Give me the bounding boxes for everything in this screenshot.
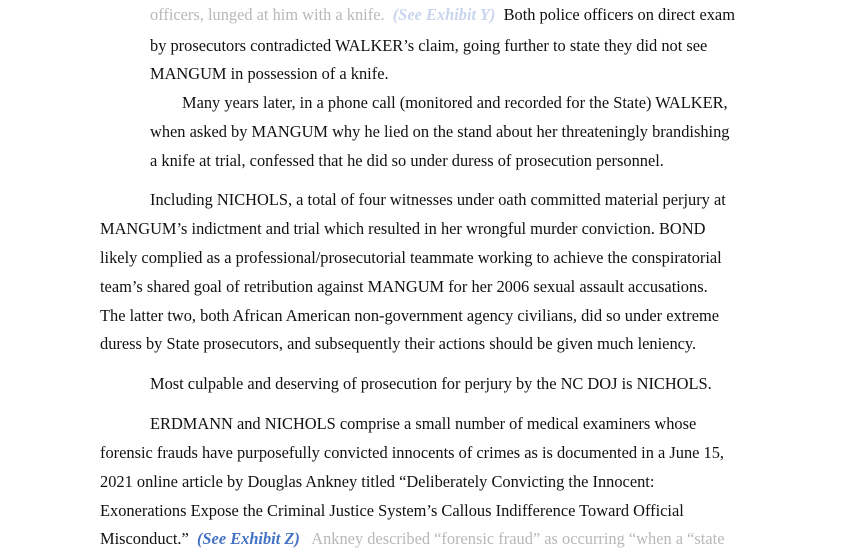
- para3-line3: likely complied as a professional/prosecutorial teammate working to achieve the conspiratorial: [100, 248, 722, 267]
- para4-line1: Most culpable and deserving of prosecution for perjury by the NC DOJ is NICHOLS.: [150, 374, 712, 393]
- para5-line3: 2021 online article by Douglas Ankney titled “Deliberately Convicting the Innocent:: [100, 472, 655, 491]
- quote-para1-line3: MANGUM in possession of a knife.: [150, 64, 389, 83]
- para3-line1: Including NICHOLS, a total of four witnesses under oath committed material perjury at: [150, 190, 726, 209]
- exhibit-y-link[interactable]: (See Exhibit Y): [392, 5, 496, 24]
- para5-line4: Exonerations Expose the Criminal Justice System’s Callous Indifference Toward Official: [100, 501, 684, 520]
- faded-text: Ankney described “forensic fraud” as occurring “when a “state: [311, 529, 725, 548]
- exhibit-z-link[interactable]: (See Exhibit Z): [196, 529, 300, 548]
- para3-line4: team’s shared goal of retribution against MANGUM for her 2006 sexual assault accusations.: [100, 277, 708, 296]
- text: Misconduct.”: [100, 529, 189, 548]
- quote-para1-line1: [150, 5, 735, 25]
- faded-text: officers, lunged at him with a knife.: [150, 5, 385, 24]
- quote-para1-line2: by prosecutors contradicted WALKER’s claim, going further to state they did not see: [150, 36, 708, 55]
- para3-line6: duress by State prosecutors, and subsequently their actions should be given much leniency.: [100, 334, 697, 353]
- quote-para2-line2: when asked by MANGUM why he lied on the stand about her threateningly brandishing: [150, 122, 730, 141]
- para5-line5: [100, 529, 724, 549]
- para3-line5: The latter two, both African American non-government agency civilians, did so under extreme: [100, 306, 720, 325]
- para5-line1: ERDMANN and NICHOLS comprise a small number of medical examiners whose: [150, 414, 697, 433]
- text: Both police officers on direct exam: [503, 5, 735, 24]
- para5-line2: forensic frauds have purposefully convicted innocents of crimes as is documented in a June 15,: [100, 443, 725, 462]
- quote-para2-line3: a knife at trial, confessed that he did so under duress of prosecution personnel.: [150, 151, 664, 170]
- quote-para2-line1: Many years later, in a phone call (monitored and recorded for the State) WALKER,: [182, 93, 728, 112]
- para3-line2: MANGUM’s indictment and trial which resulted in her wrongful murder conviction. BOND: [100, 219, 706, 238]
